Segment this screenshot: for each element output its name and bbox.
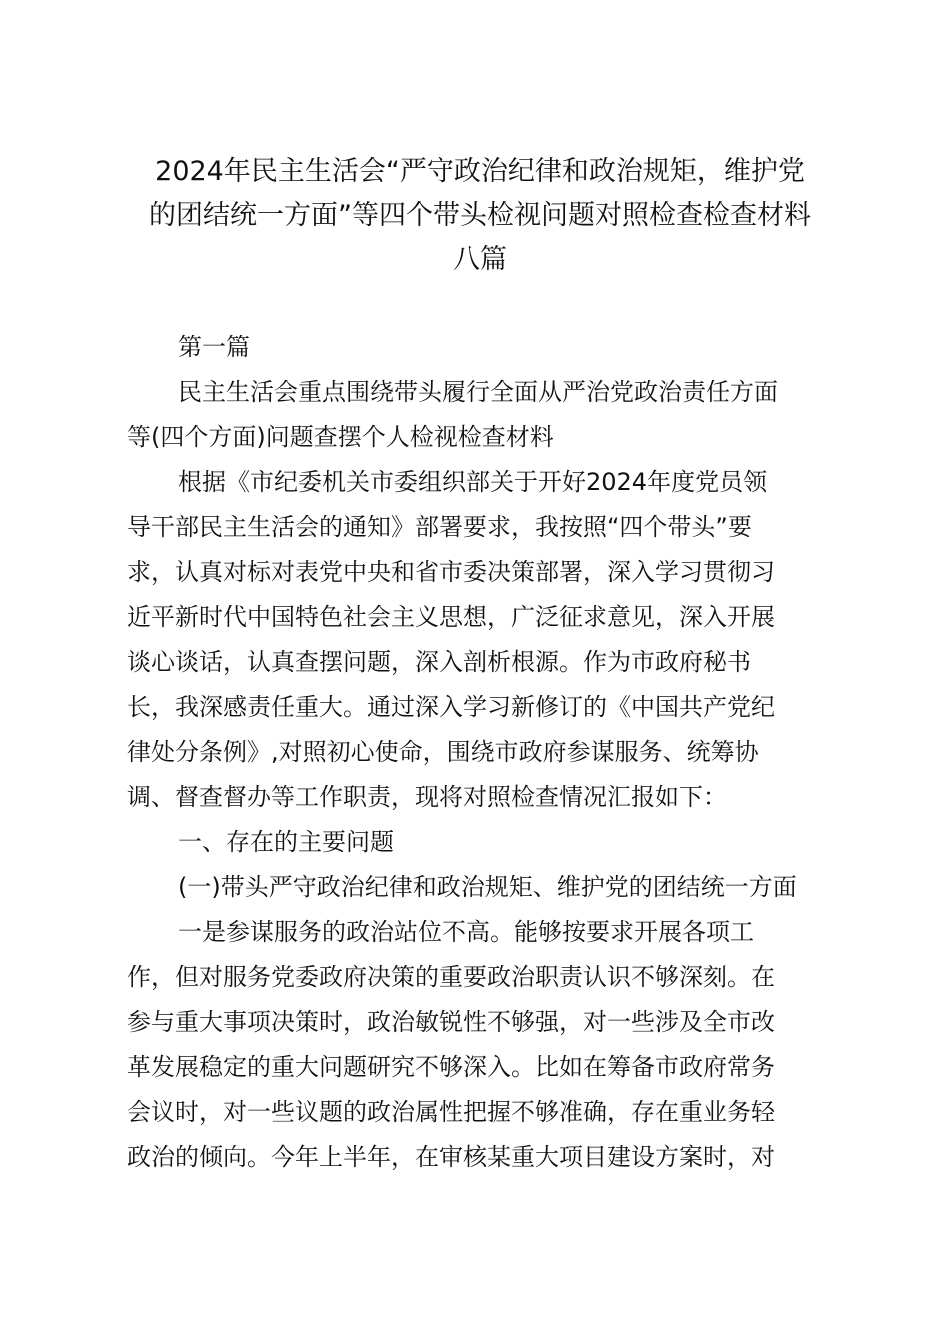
body-line: 民主生活会重点围绕带头履行全面从严治党政治责任方面: [178, 378, 778, 406]
title-line: 的团结统一方面”等四个带头检视问题对照检查检查材料: [149, 200, 811, 231]
body-line: 近平新时代中国特色社会主义思想，广泛征求意见，深入开展: [127, 603, 775, 631]
body-line: 求，认真对标对表党中央和省市委决策部署，深入学习贯彻习: [127, 558, 775, 586]
body-line: 作，但对服务党委政府决策的重要政治职责认识不够深刻。在: [127, 963, 775, 991]
body-line: 会议时，对一些议题的政治属性把握不够准确，存在重业务轻: [127, 1098, 775, 1126]
body-line: 调、督查督办等工作职责，现将对照检查情况汇报如下：: [127, 783, 727, 811]
body-line: 等(四个方面)问题查摆个人检视检查材料: [127, 423, 554, 451]
body-line: 导干部民主生活会的通知》部署要求，我按照“四个带头”要: [127, 513, 752, 541]
title-line: 2024年民主生活会“严守政治纪律和政治规矩，维护党: [155, 156, 805, 187]
body-line: 一是参谋服务的政治站位不高。能够按要求开展各项工: [178, 918, 754, 946]
title-line: 八篇: [453, 244, 507, 275]
document-title: [120, 150, 840, 282]
body-line: 政治的倾向。今年上半年，在审核某重大项目建设方案时，对: [127, 1143, 775, 1171]
document-body: [127, 325, 827, 1180]
body-line: 根据《市纪委机关市委组织部关于开好2024年度党员领: [178, 468, 768, 496]
body-line: 律处分条例》,对照初心使命，围绕市政府参谋服务、统筹协: [127, 738, 759, 766]
body-line: 谈心谈话，认真查摆问题，深入剖析根源。作为市政府秘书: [127, 648, 751, 676]
body-line: 一、存在的主要问题: [178, 828, 394, 856]
body-line: 革发展稳定的重大问题研究不够深入。比如在筹备市政府常务: [127, 1053, 775, 1081]
body-line: 参与重大事项决策时，政治敏锐性不够强，对一些涉及全市改: [127, 1008, 775, 1036]
body-line: 第一篇: [178, 333, 250, 361]
body-line: 长，我深感责任重大。通过深入学习新修订的《中国共产党纪: [127, 693, 775, 721]
body-line: (一)带头严守政治纪律和政治规矩、维护党的团结统一方面: [178, 873, 797, 901]
